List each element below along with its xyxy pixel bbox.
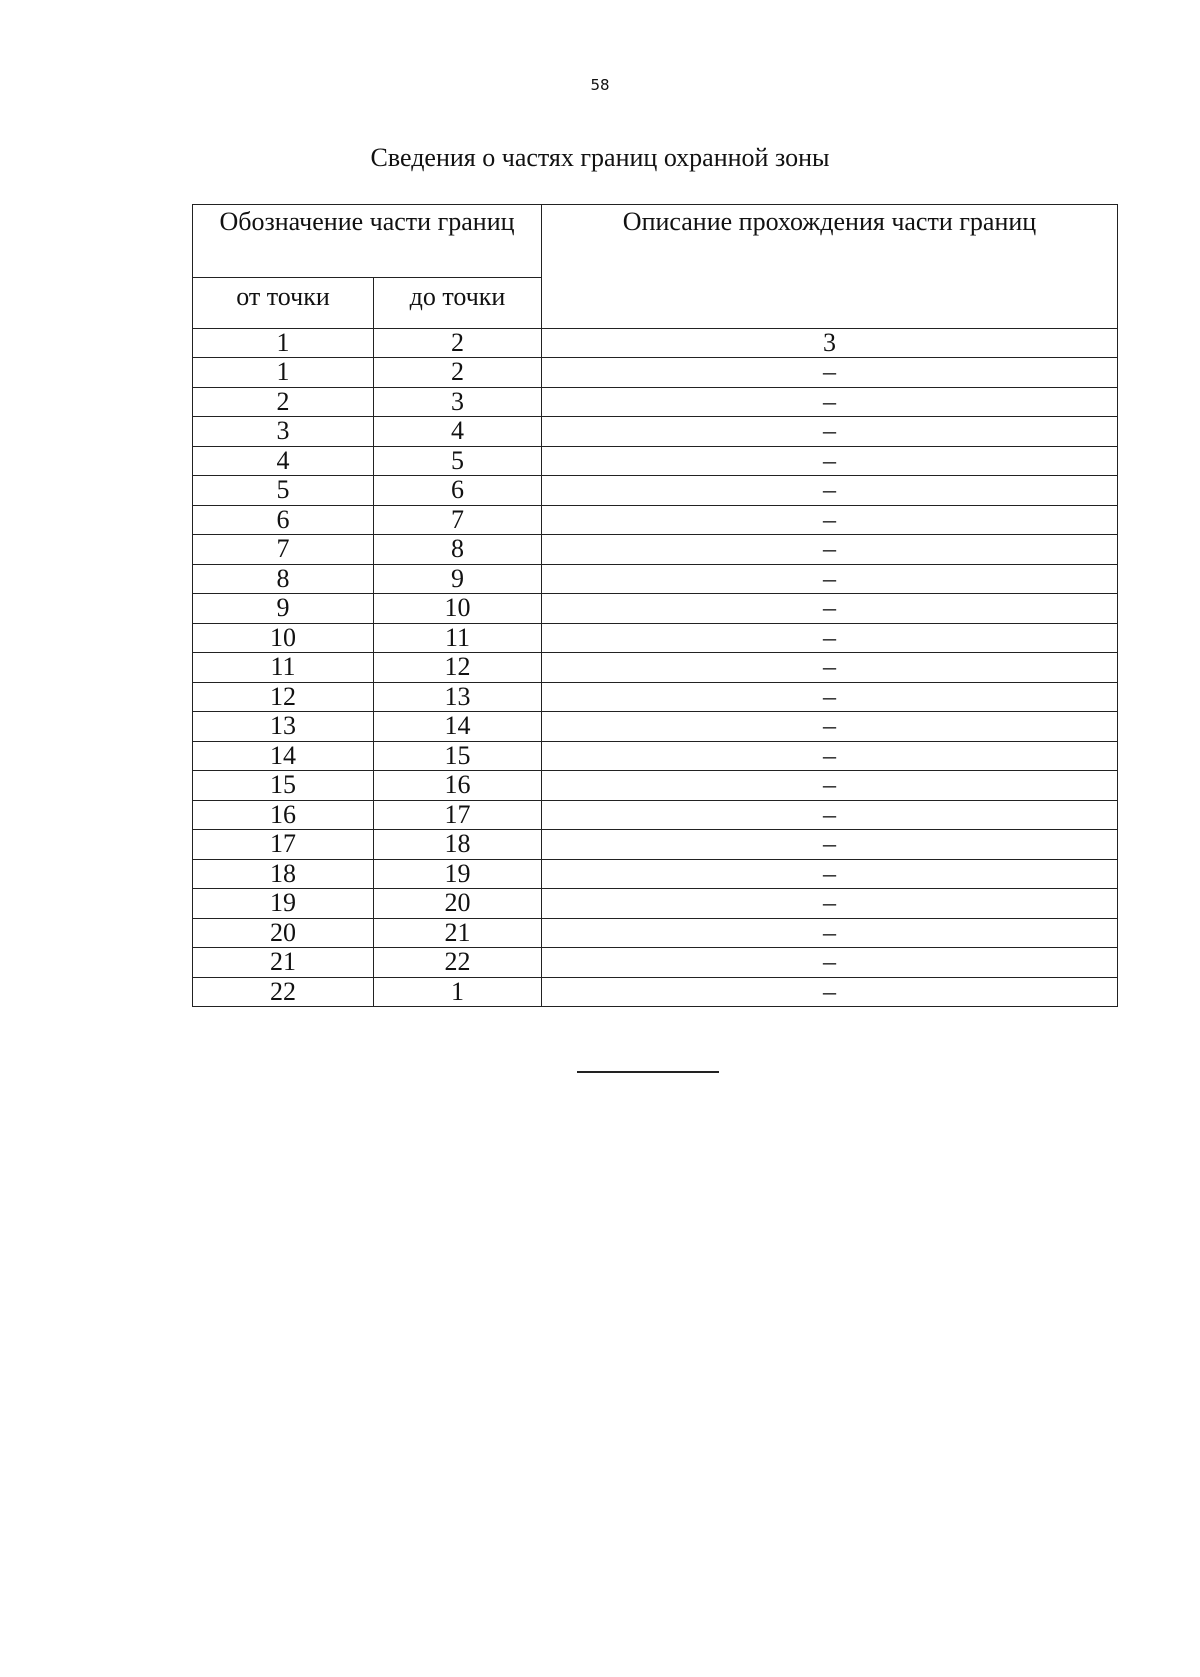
- description-cell: –: [542, 741, 1118, 771]
- table-row: [193, 387, 1118, 417]
- document-title: Сведения о частях границ охранной зоны: [370, 143, 830, 172]
- table-row: [193, 800, 1118, 830]
- table-row: [193, 535, 1118, 565]
- to-point-cell: 11: [374, 623, 542, 653]
- from-point-cell: 13: [193, 712, 374, 742]
- to-point-cell: 6: [374, 476, 542, 506]
- end-divider-line: [577, 1071, 719, 1073]
- to-point-cell: 16: [374, 771, 542, 801]
- table-row: [193, 594, 1118, 624]
- to-point-cell: 22: [374, 948, 542, 978]
- from-point-cell: 6: [193, 505, 374, 535]
- description-cell: –: [542, 358, 1118, 388]
- from-point-cell: 19: [193, 889, 374, 919]
- to-point-cell: 15: [374, 741, 542, 771]
- table-row: [193, 476, 1118, 506]
- to-point-cell: 21: [374, 918, 542, 948]
- table-row: [193, 505, 1118, 535]
- description-cell: –: [542, 476, 1118, 506]
- from-point-cell: 21: [193, 948, 374, 978]
- table-row: [193, 446, 1118, 476]
- to-point-cell: 12: [374, 653, 542, 683]
- from-point-cell: 5: [193, 476, 374, 506]
- description-cell: –: [542, 889, 1118, 919]
- table-row: [193, 653, 1118, 683]
- description-cell: –: [542, 387, 1118, 417]
- to-point-cell: 13: [374, 682, 542, 712]
- from-point-cell: 16: [193, 800, 374, 830]
- from-point-cell: 18: [193, 859, 374, 889]
- description-cell: –: [542, 682, 1118, 712]
- description-cell: –: [542, 918, 1118, 948]
- table-row: [193, 859, 1118, 889]
- to-point-cell: 9: [374, 564, 542, 594]
- from-point-cell: 20: [193, 918, 374, 948]
- table-row: [193, 623, 1118, 653]
- to-point-cell: 10: [374, 594, 542, 624]
- to-point-cell: 17: [374, 800, 542, 830]
- to-point-cell: 3: [374, 387, 542, 417]
- column-number-cell: 2: [374, 329, 542, 358]
- to-point-cell: 2: [374, 358, 542, 388]
- table-row: [193, 682, 1118, 712]
- description-cell: –: [542, 446, 1118, 476]
- to-point-cell: 8: [374, 535, 542, 565]
- table-row: [193, 358, 1118, 388]
- description-cell: –: [542, 771, 1118, 801]
- header-boundary-part-description: Описание прохождения части границ: [542, 205, 1118, 329]
- to-point-cell: 7: [374, 505, 542, 535]
- header-from-point: от точки: [193, 278, 374, 329]
- description-cell: –: [542, 505, 1118, 535]
- table-row: [193, 977, 1118, 1007]
- from-point-cell: 9: [193, 594, 374, 624]
- to-point-cell: 18: [374, 830, 542, 860]
- description-cell: –: [542, 977, 1118, 1007]
- from-point-cell: 2: [193, 387, 374, 417]
- table-row: [193, 741, 1118, 771]
- header-boundary-part-designation: Обозначение части границ: [193, 205, 542, 278]
- description-cell: –: [542, 712, 1118, 742]
- column-number-cell: 1: [193, 329, 374, 358]
- to-point-cell: 14: [374, 712, 542, 742]
- description-cell: –: [542, 623, 1118, 653]
- to-point-cell: 20: [374, 889, 542, 919]
- description-cell: –: [542, 653, 1118, 683]
- column-number-row: [193, 329, 1118, 358]
- description-cell: –: [542, 859, 1118, 889]
- from-point-cell: 12: [193, 682, 374, 712]
- from-point-cell: 17: [193, 830, 374, 860]
- table-body: [193, 358, 1118, 1007]
- description-cell: –: [542, 594, 1118, 624]
- description-cell: –: [542, 564, 1118, 594]
- table-row: [193, 712, 1118, 742]
- from-point-cell: 4: [193, 446, 374, 476]
- table-row: [193, 889, 1118, 919]
- from-point-cell: 7: [193, 535, 374, 565]
- description-cell: –: [542, 948, 1118, 978]
- table-header-row: [193, 205, 1118, 278]
- table-row: [193, 771, 1118, 801]
- to-point-cell: 4: [374, 417, 542, 447]
- page-number: 58: [590, 76, 610, 94]
- from-point-cell: 22: [193, 977, 374, 1007]
- from-point-cell: 15: [193, 771, 374, 801]
- from-point-cell: 1: [193, 358, 374, 388]
- table-row: [193, 948, 1118, 978]
- table-row: [193, 417, 1118, 447]
- table-row: [193, 918, 1118, 948]
- description-cell: –: [542, 830, 1118, 860]
- to-point-cell: 5: [374, 446, 542, 476]
- from-point-cell: 11: [193, 653, 374, 683]
- column-number-cell: 3: [542, 329, 1118, 358]
- from-point-cell: 10: [193, 623, 374, 653]
- from-point-cell: 3: [193, 417, 374, 447]
- from-point-cell: 14: [193, 741, 374, 771]
- boundary-parts-table: [192, 204, 1118, 1007]
- table-row: [193, 830, 1118, 860]
- description-cell: –: [542, 800, 1118, 830]
- description-cell: –: [542, 535, 1118, 565]
- from-point-cell: 8: [193, 564, 374, 594]
- header-to-point: до точки: [374, 278, 542, 329]
- to-point-cell: 19: [374, 859, 542, 889]
- to-point-cell: 1: [374, 977, 542, 1007]
- table-row: [193, 564, 1118, 594]
- description-cell: –: [542, 417, 1118, 447]
